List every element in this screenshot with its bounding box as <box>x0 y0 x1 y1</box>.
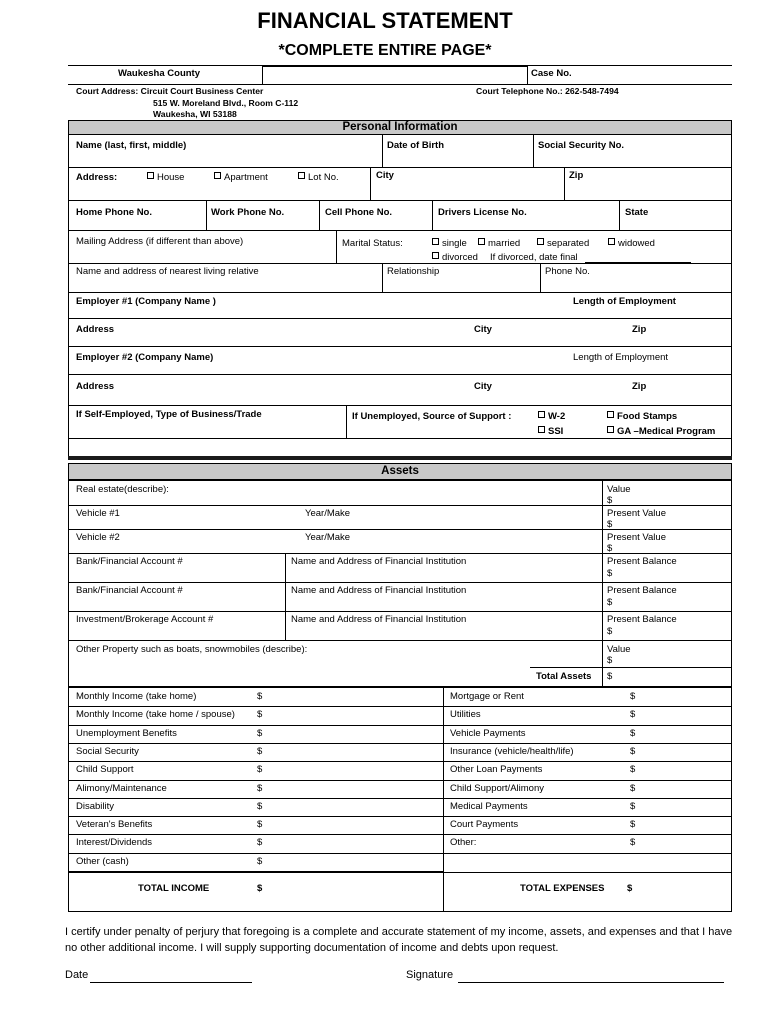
separated-option[interactable]: separated <box>537 238 589 249</box>
income-item: Interest/Dividends <box>76 837 153 849</box>
nearest-relative-label: Name and address of nearest living relative <box>76 266 259 277</box>
expense-dollar[interactable]: $ <box>630 691 636 702</box>
checkbox-icon[interactable] <box>147 172 154 179</box>
zip-label: Zip <box>569 170 584 181</box>
mailing-address-label: Mailing Address (if different than above) <box>76 236 244 247</box>
court-address-line2: 515 W. Moreland Blvd., Room C-112 <box>153 98 299 108</box>
assets-header: Assets <box>68 463 732 480</box>
checkbox-icon[interactable] <box>607 426 614 433</box>
address-label: Address: <box>76 172 118 183</box>
expense-item: Child Support/Alimony <box>450 782 544 794</box>
expense-dollar[interactable]: $ <box>630 745 636 757</box>
divorced-option[interactable]: divorced <box>432 252 478 263</box>
city-label: City <box>376 170 394 181</box>
w2-option[interactable]: W-2 <box>538 411 565 422</box>
income-dollar[interactable]: $ <box>257 727 263 739</box>
single-option[interactable]: single <box>432 238 467 249</box>
employer1-length-label: Length of Employment <box>573 296 676 307</box>
income-dollar[interactable]: $ <box>257 782 263 794</box>
name-label: Name (last, first, middle) <box>76 140 187 151</box>
checkbox-icon[interactable] <box>432 252 439 259</box>
income-dollar[interactable]: $ <box>257 709 263 721</box>
expense-item: Vehicle Payments <box>450 727 526 739</box>
expense-dollar[interactable]: $ <box>630 709 636 721</box>
expense-dollar[interactable]: $ <box>630 837 636 849</box>
expense-dollar[interactable]: $ <box>630 782 636 794</box>
income-dollar[interactable]: $ <box>257 819 263 831</box>
self-employed-label: If Self-Employed, Type of Business/Trade <box>76 409 262 420</box>
expense-dollar[interactable]: $ <box>630 800 636 812</box>
other-property-label: Other Property such as boats, snowmobiles (describe): <box>76 644 308 655</box>
real-estate-value-label: Value <box>607 484 631 495</box>
vehicle1-label: Vehicle #1 <box>76 508 120 519</box>
county-field-box[interactable] <box>262 66 528 85</box>
expense-item: Other Loan Payments <box>450 764 543 776</box>
income-dollar[interactable]: $ <box>257 855 263 867</box>
court-telephone: Court Telephone No.: 262-548-7494 <box>476 86 619 96</box>
marital-status-label: Marital Status: <box>342 238 403 249</box>
income-item: Social Security <box>76 745 139 757</box>
home-phone-label: Home Phone No. <box>76 207 153 218</box>
employer2-city-label: City <box>474 381 492 392</box>
bank1-institution-label: Name and Address of Financial Institution <box>291 556 467 567</box>
real-estate-label: Real estate(describe): <box>76 484 169 495</box>
dollar-sign: $ <box>607 626 613 637</box>
checkbox-icon[interactable] <box>538 411 545 418</box>
employer1-address-label: Address <box>76 324 115 335</box>
income-item: Alimony/Maintenance <box>76 782 167 794</box>
expense-item: Medical Payments <box>450 800 528 812</box>
county-label: Waukesha County <box>118 68 200 79</box>
total-assets-label: Total Assets <box>536 671 592 682</box>
case-no-label: Case No. <box>531 68 572 79</box>
dollar-sign: $ <box>607 597 613 608</box>
expense-item: Insurance (vehicle/health/life) <box>450 745 574 757</box>
checkbox-icon[interactable] <box>538 426 545 433</box>
vehicle2-value-label: Present Value <box>607 532 666 543</box>
bank1-balance-label: Present Balance <box>607 556 677 567</box>
house-option[interactable]: House <box>147 172 184 183</box>
income-item: Child Support <box>76 764 134 776</box>
dollar-sign: $ <box>607 495 613 506</box>
relationship-label: Relationship <box>387 266 440 277</box>
income-dollar[interactable]: $ <box>257 764 263 776</box>
employer2-zip-label: Zip <box>632 381 647 392</box>
income-expenses-section <box>68 687 732 912</box>
vehicle1-value-label: Present Value <box>607 508 666 519</box>
income-item: Monthly Income (take home) <box>76 691 197 702</box>
other-property-value-label: Value <box>607 644 631 655</box>
ga-medical-option[interactable]: GA –Medical Program <box>607 426 715 437</box>
widowed-option[interactable]: widowed <box>608 238 655 249</box>
employer1-label: Employer #1 (Company Name ) <box>76 296 216 307</box>
income-dollar[interactable]: $ <box>257 800 263 812</box>
certification-text: I certify under penalty of perjury that foregoing is a complete and accurate statement of my income, assets, and expenses and that I have no other additional income. I will supply supporting documentation of income and debts upon request. <box>65 926 733 954</box>
checkbox-icon[interactable] <box>607 411 614 418</box>
dollar-sign: $ <box>607 671 613 682</box>
total-income-dollar: $ <box>257 883 263 894</box>
form-subtitle: *COMPLETE ENTIRE PAGE* <box>278 42 492 59</box>
checkbox-icon[interactable] <box>608 238 615 245</box>
drivers-license-label: Drivers License No. <box>438 207 527 218</box>
form-title: FINANCIAL STATEMENT <box>257 8 513 33</box>
total-income-label: TOTAL INCOME <box>138 883 210 894</box>
investment-label: Investment/Brokerage Account # <box>76 614 214 625</box>
ssi-option[interactable]: SSI <box>538 426 563 437</box>
food-stamps-option[interactable]: Food Stamps <box>607 411 677 422</box>
employer1-city-label: City <box>474 324 492 335</box>
dollar-sign: $ <box>607 655 613 666</box>
apartment-option[interactable]: Apartment <box>214 172 268 183</box>
lot-option[interactable]: Lot No. <box>298 172 339 183</box>
bank2-institution-label: Name and Address of Financial Institution <box>291 585 467 596</box>
ssn-label: Social Security No. <box>538 140 625 151</box>
expense-item: Mortgage or Rent <box>450 691 524 702</box>
bank1-label: Bank/Financial Account # <box>76 556 183 567</box>
checkbox-icon[interactable] <box>537 238 544 245</box>
employer2-address-label: Address <box>76 381 115 392</box>
expense-dollar[interactable]: $ <box>630 727 636 739</box>
cell-phone-label: Cell Phone No. <box>325 207 393 218</box>
income-item: Other (cash) <box>76 855 129 867</box>
income-dollar[interactable]: $ <box>257 691 263 702</box>
employer2-length-label: Length of Employment <box>573 352 669 363</box>
expense-dollar[interactable]: $ <box>630 819 636 831</box>
income-item: Disability <box>76 800 115 812</box>
state-label: State <box>625 207 649 218</box>
vehicle1-yearmake-label: Year/Make <box>305 508 351 519</box>
vehicle2-label: Vehicle #2 <box>76 532 120 543</box>
investment-balance-label: Present Balance <box>607 614 677 625</box>
dollar-sign: $ <box>607 568 613 579</box>
date-label: Date <box>65 969 89 981</box>
section-divider <box>68 456 732 460</box>
expense-item: Court Payments <box>450 819 519 831</box>
total-expenses-label: TOTAL EXPENSES <box>520 883 605 894</box>
work-phone-label: Work Phone No. <box>211 207 285 218</box>
investment-institution-label: Name and Address of Financial Institution <box>291 614 467 625</box>
signature-label: Signature <box>406 969 454 981</box>
divorced-date-label: If divorced, date final <box>490 252 578 263</box>
dob-label: Date of Birth <box>387 140 444 151</box>
total-expenses-dollar: $ <box>627 883 633 894</box>
signature-field[interactable] <box>458 982 724 983</box>
checkbox-icon[interactable] <box>478 238 485 245</box>
checkbox-icon[interactable] <box>298 172 305 179</box>
expense-item: Other: <box>450 837 477 849</box>
income-item: Monthly Income (take home / spouse) <box>76 709 235 721</box>
income-item: Unemployment Benefits <box>76 727 177 739</box>
dollar-sign: $ <box>607 543 613 554</box>
checkbox-icon[interactable] <box>432 238 439 245</box>
employer1-zip-label: Zip <box>632 324 647 335</box>
phone-no-label: Phone No. <box>545 266 590 277</box>
income-item: Veteran's Benefits <box>76 819 153 831</box>
date-field[interactable] <box>90 982 252 983</box>
expense-dollar[interactable]: $ <box>630 764 636 776</box>
bank2-label: Bank/Financial Account # <box>76 585 183 596</box>
employer2-label: Employer #2 (Company Name) <box>76 352 214 363</box>
personal-info-header: Personal Information <box>68 120 732 135</box>
unemployed-label: If Unemployed, Source of Support : <box>352 411 512 422</box>
income-dollar[interactable]: $ <box>257 745 263 757</box>
court-address: Court Address: Circuit Court Business Center <box>76 86 264 96</box>
checkbox-icon[interactable] <box>214 172 221 179</box>
expense-item: Utilities <box>450 709 481 721</box>
court-address-line3: Waukesha, WI 53188 <box>153 109 237 119</box>
income-dollar[interactable]: $ <box>257 837 263 849</box>
dollar-sign: $ <box>607 519 613 530</box>
married-option[interactable]: married <box>478 238 520 249</box>
vehicle2-yearmake-label: Year/Make <box>305 532 351 543</box>
bank2-balance-label: Present Balance <box>607 585 677 596</box>
